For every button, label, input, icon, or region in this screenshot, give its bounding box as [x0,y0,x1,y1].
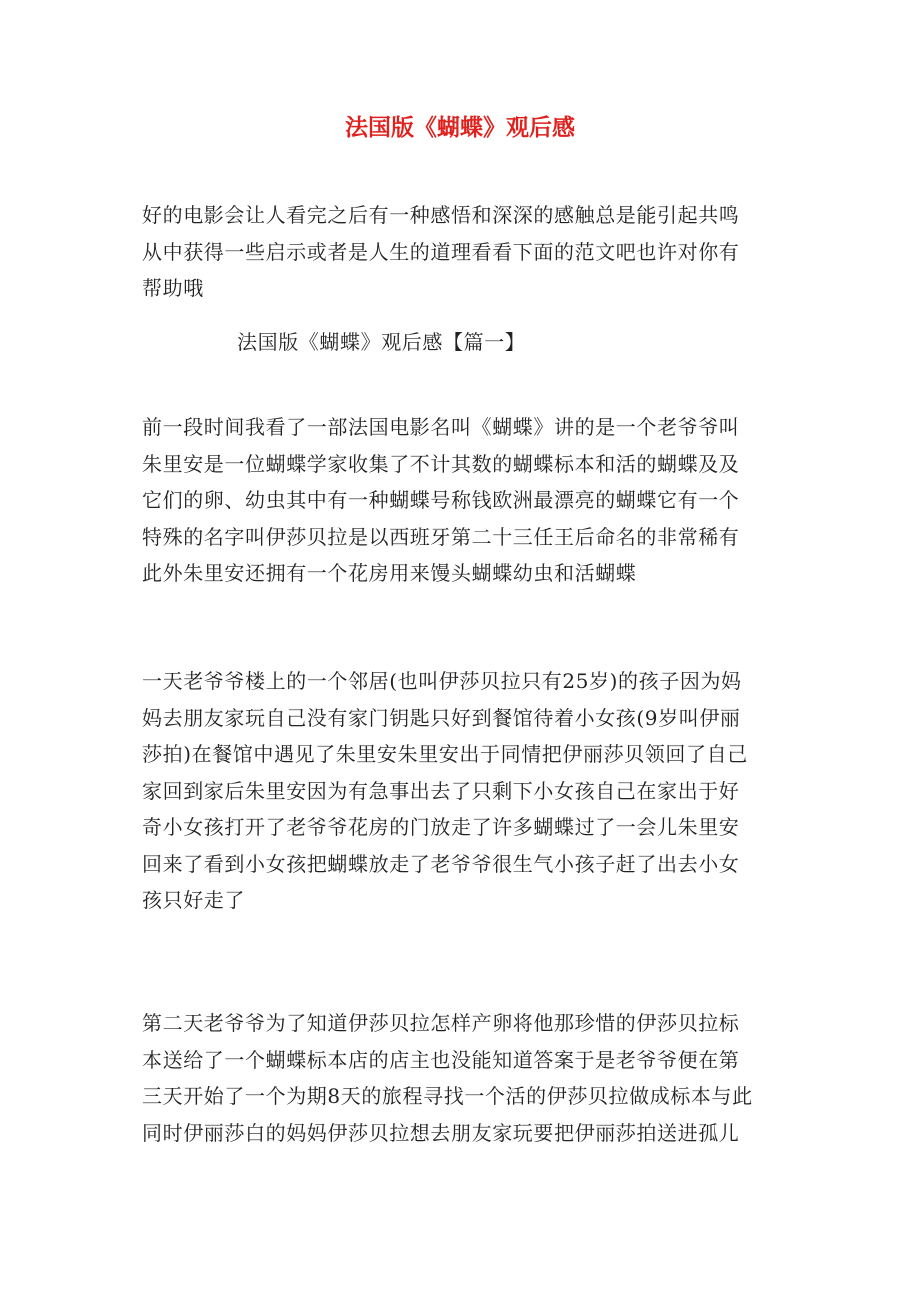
text-line: 奇小女孩打开了老爷爷花房的门放走了许多蝴蝶过了一会儿朱里安 [142,815,740,839]
text-line: 从中获得一些启示或者是人生的道理看看下面的范文吧也许对你有 [142,239,740,264]
text-line: 此外朱里安还拥有一个花房用来馒头蝴蝶幼虫和活蝴蝶 [142,561,637,585]
text-line: 莎拍)在餐馆中遇见了朱里安朱里安出于同情把伊丽莎贝领回了自己 [142,742,748,766]
text-line: 回来了看到小女孩把蝴蝶放走了老爷爷很生气小孩子赶了出去小女 [142,851,740,876]
text-line: 家回到家后朱里安因为有急事出去了只剩下小女孩自己在家出于好 [142,778,740,803]
text-line: 朱里安是一位蝴蝶学家收集了不计其数的蝴蝶标本和活的蝴蝶及及 [142,451,740,476]
section-heading: 法国版《蝴蝶》观后感【篇一】 [237,330,526,354]
body-paragraph-3 [142,1005,782,1151]
text-line: 它们的卵、幼虫其中有一种蝴蝶号称钱欧洲最漂亮的蝴蝶它有一个 [142,488,740,512]
text-line: 帮助哦 [142,276,204,300]
text-line: 三天开始了一个为期8天的旅程寻找一个活的伊莎贝拉做成标本与此 [142,1084,753,1108]
body-paragraph-2 [142,663,782,919]
text-line: 前一段时间我看了一部法国电影名叫《蝴蝶》讲的是一个老爷爷叫 [142,415,740,439]
intro-paragraph [142,197,782,307]
text-line: 同时伊丽莎白的妈妈伊莎贝拉想去朋友家玩要把伊丽莎拍送进孤儿 [142,1120,740,1145]
body-paragraph-1 [142,409,782,592]
text-line: 妈去朋友家玩自己没有家门钥匙只好到餐馆待着小女孩(9岁叫伊丽 [142,705,741,730]
text-line: 第二天老爷爷为了知道伊莎贝拉怎样产卵将他那珍惜的伊莎贝拉标 [142,1011,740,1035]
text-line: 孩只好走了 [142,888,245,912]
text-line: 一天老爷爷楼上的一个邻居(也叫伊莎贝拉只有25岁)的孩子因为妈 [142,669,742,693]
document-title: 法国版《蝴蝶》观后感 [345,114,575,141]
text-line: 本送给了一个蝴蝶标本店的店主也没能知道答案于是老爷爷便在第 [142,1047,740,1072]
text-line: 好的电影会让人看完之后有一种感悟和深深的感触总是能引起共鸣 [142,203,740,227]
text-line: 特殊的名字叫伊莎贝拉是以西班牙第二十三任王后命名的非常稀有 [142,524,740,549]
